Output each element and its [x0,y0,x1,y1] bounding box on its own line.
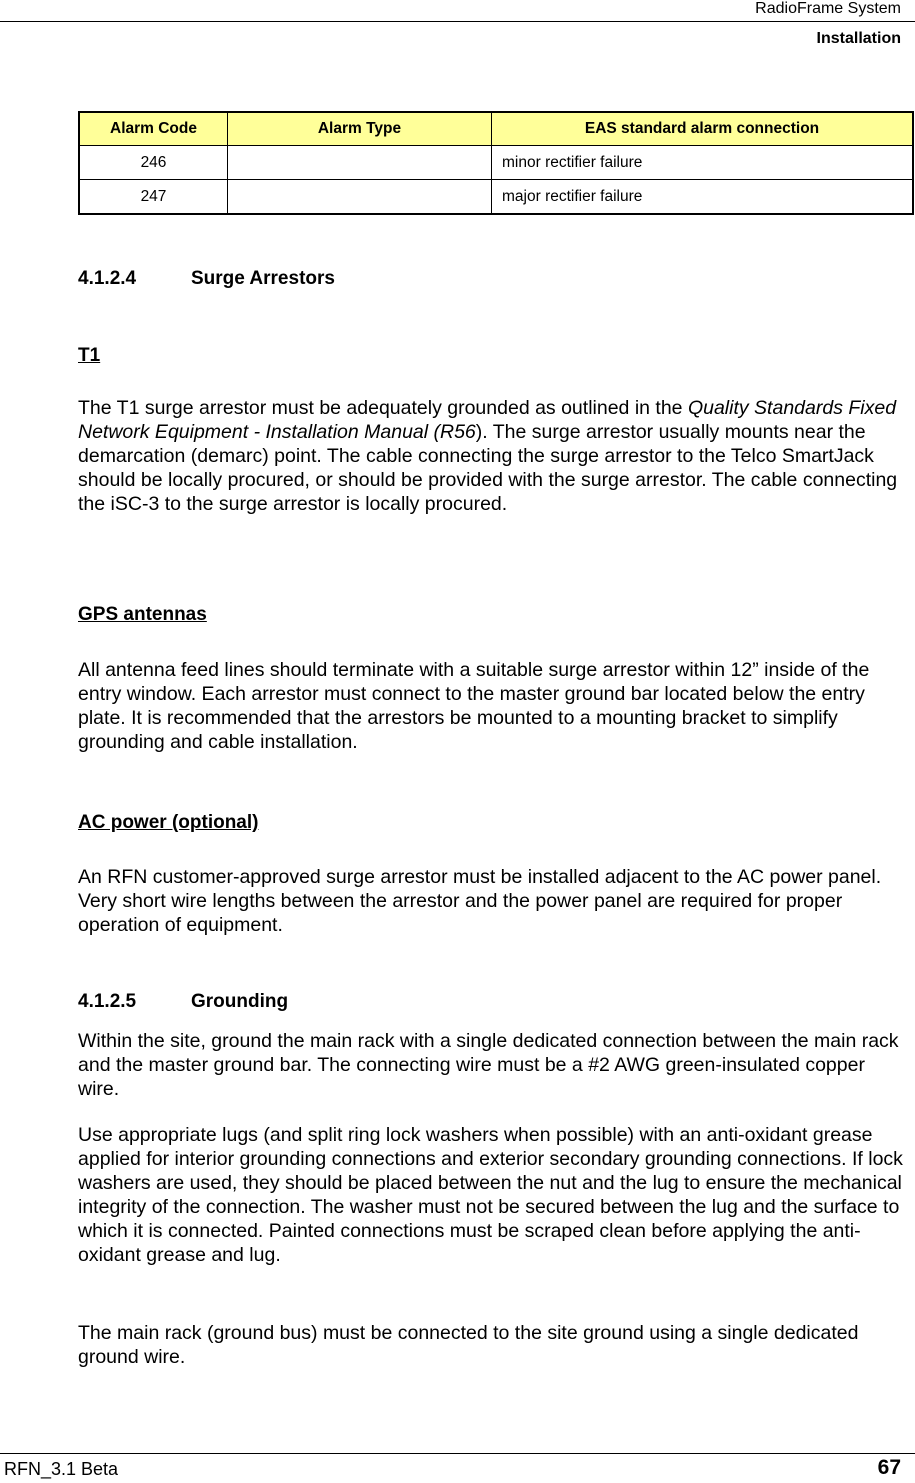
subheading-gps-antennas: GPS antennas [78,604,207,625]
section-heading-surge-arrestors [78,268,335,290]
section-title: Grounding [191,991,289,1012]
cell-eas-connection: major rectifier failure [492,180,914,215]
col-eas-connection: EAS standard alarm connection [492,112,914,146]
cell-eas-connection: minor rectifier failure [492,146,914,180]
cell-alarm-code: 247 [79,180,228,215]
table-row [79,146,913,180]
t1-text-b: ). The surge arrestor usually mounts near the demarcation (demarc) point. The cable connecting the surge arrestor to the Telco SmartJack should be locally procured, or should be provided with the surge arrestor. The cable connecting the iSC-3 to the surge arrestor is locally procured. [78,421,898,515]
paragraph-t1 [78,396,908,516]
footer-doc-id: RFN_3.1 Beta [4,1459,119,1479]
section-title: Surge Arrestors [191,268,335,289]
col-alarm-code: Alarm Code [79,112,228,146]
footer-rule [0,1453,915,1454]
table-row [79,180,913,215]
paragraph-gps: All antenna feed lines should terminate with a suitable surge arrestor within 12” inside of the entry window. Each arrestor must connect to the master ground bar located below the entry plate. It is recommended that the arrestors be mounted to a mounting bracket to simplify grounding and cable installation. [78,659,870,753]
table-header-row [79,112,913,146]
header-rule [0,21,915,22]
section-heading-grounding [78,991,288,1013]
paragraph-grounding-1: Within the site, ground the main rack with a single dedicated connection between the main rack and the master ground bar. The connecting wire must be a #2 AWG green-insulated copper wire. [78,1030,899,1100]
section-number: 4.1.2.5 [78,991,137,1012]
subheading-ac-power: AC power (optional) [78,812,259,833]
cell-alarm-type [228,146,492,180]
subheading-t1: T1 [78,345,101,366]
paragraph-grounding-2: Use appropriate lugs (and split ring lock washers when possible) with an anti-oxidant grease applied for interior grounding connections and exterior secondary grounding connections. If lock washers are used, they should be placed between the nut and the lug to ensure the mechanical integrity of the connection. The washer must not be secured between the lug and the surface to which it is connected. Painted connections must be scraped clean before applying the anti-oxidant grease and lug. [78,1124,903,1266]
paragraph-grounding-3: The main rack (ground bus) must be connected to the site ground using a single dedicated ground wire. [78,1322,859,1368]
header-section: Installation [816,30,901,47]
col-alarm-type: Alarm Type [228,112,492,146]
t1-manual-title: Quality Standards Fixed Network Equipment - Installation Manual (R56 [78,397,897,443]
cell-alarm-type [228,180,492,215]
alarm-table [78,111,914,215]
page-number: 67 [877,1456,901,1479]
paragraph-ac-power: An RFN customer-approved surge arrestor must be installed adjacent to the AC power panel. Very short wire lengths between the arrestor and the power panel are required for proper operation of equipment. [78,866,882,936]
t1-text-a: The T1 surge arrestor must be adequately grounded as outlined in the [78,397,688,419]
header-title: RadioFrame System [755,0,901,17]
section-number: 4.1.2.4 [78,268,137,289]
cell-alarm-code: 246 [79,146,228,180]
